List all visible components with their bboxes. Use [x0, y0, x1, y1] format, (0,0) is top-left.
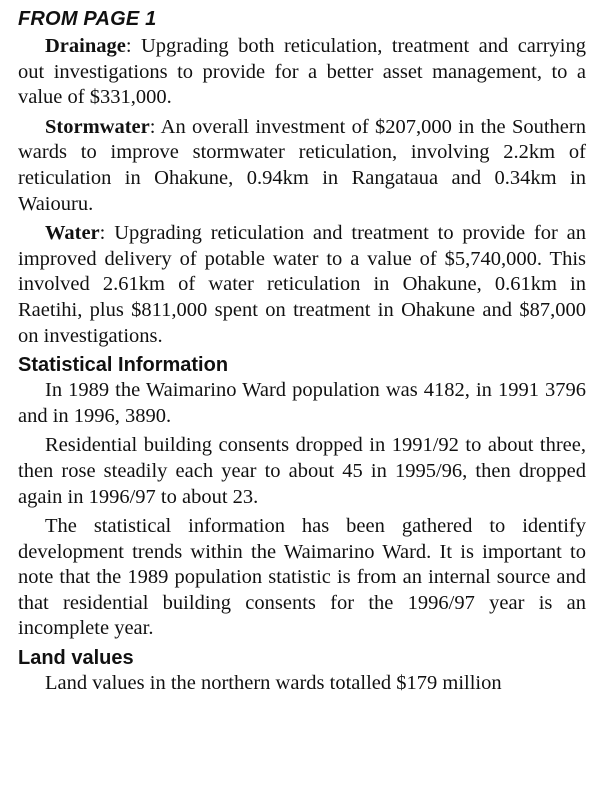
heading-statistical-information: Statistical Information: [18, 354, 229, 377]
lead-stormwater: Stormwater: [45, 115, 150, 138]
heading-land-values: Land values: [18, 647, 134, 670]
text-drainage: : Upgrading both reticulation, treatment and carrying out investigations to provide for a better asset management, to a value of $331,000.: [18, 35, 586, 109]
text-water: : Upgrading reticulation and treatment to provide for an improved delivery of potable water to a value of $5,740,000. This involved 2.61km of water reticulation in Ohakune, 0.61km in Raetihi, plus $811,000 spent on treatment in Ohakune and $87,000 on investigations.: [18, 222, 586, 347]
article: [18, 6, 586, 697]
paragraph-building-consents: Residential building consents dropped in 1991/92 to about three, then rose steadily each year to about 45 in 1995/96, then dropped again in 1996/97 to about 23.: [18, 434, 586, 508]
paragraph-statistics-note: The statistical information has been gathered to identify development trends within the Waimarino Ward. It is important to note that the 1989 population statistic is from an internal source and that residential building consents for the 1996/97 year is an incomplete year.: [18, 515, 586, 640]
section-land-values: [18, 646, 586, 697]
paragraph-stormwater: [18, 115, 586, 217]
lead-water: Water: [45, 222, 100, 245]
paragraph-drainage: [18, 34, 586, 111]
paragraph-water: [18, 221, 586, 349]
paragraph-population: In 1989 the Waimarino Ward population was 4182, in 1991 3796 and in 1996, 3890.: [18, 379, 586, 427]
lead-drainage: Drainage: [45, 35, 126, 57]
text-stormwater: : An overall investment of $207,000 in the Southern wards to improve stormwater reticulation, involving 2.2km of reticulation in Ohakune, 0.94km in Rangataua and 0.34km in Waiouru.: [18, 115, 586, 215]
paragraph-land-values: Land values in the northern wards totalled $179 million: [45, 672, 502, 695]
continuation-kicker: FROM PAGE 1: [18, 8, 157, 30]
section-infrastructure: [18, 34, 586, 349]
section-statistical-information: [18, 353, 586, 642]
